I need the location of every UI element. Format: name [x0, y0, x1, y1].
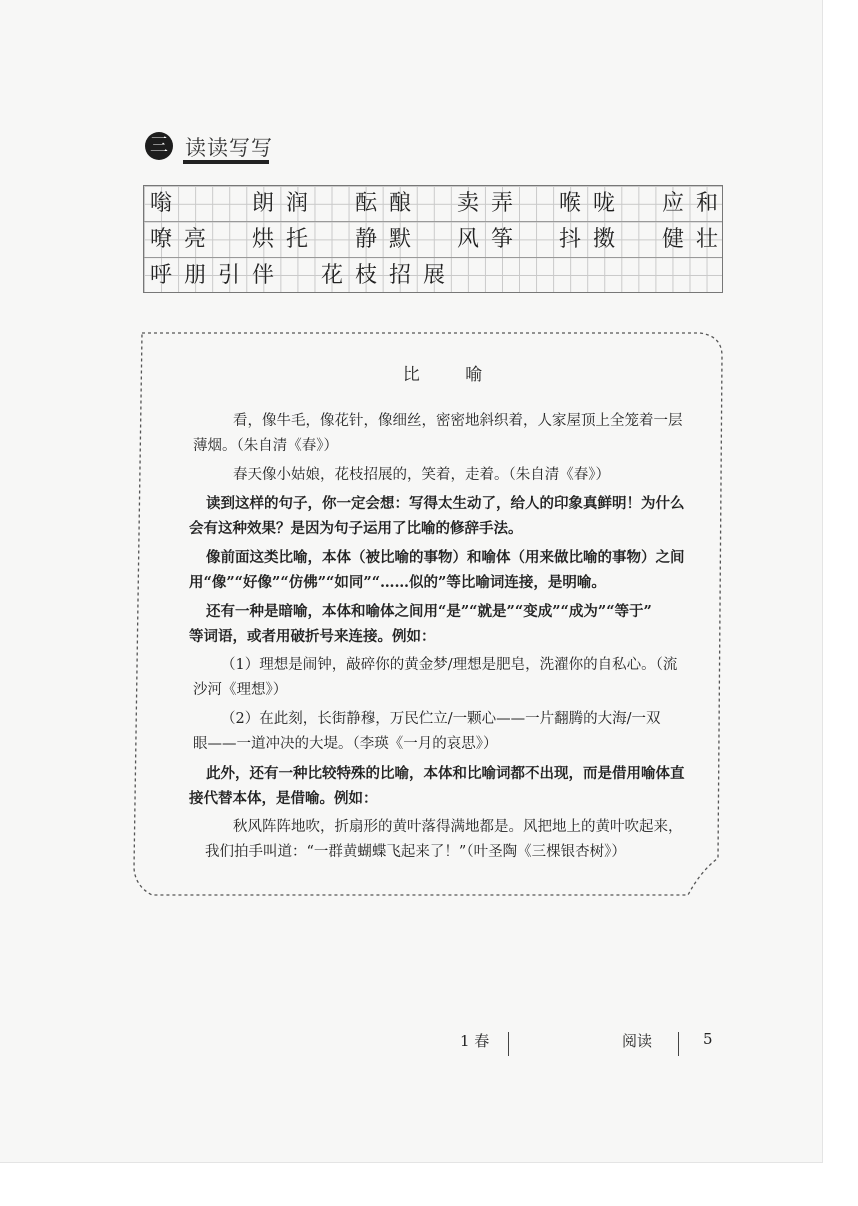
grid-char: 烘 [251, 227, 274, 252]
grid-char: 托 [285, 227, 308, 252]
reading-line: 像前面这类比喻，本体（被比喻的事物）和喻体（用来做比喻的事物）之间 [206, 549, 685, 566]
grid-char: 风 [456, 227, 479, 252]
grid-char: 嗡 [149, 191, 172, 216]
section-title: 读读写写 [185, 136, 273, 160]
reading-line: 秋风阵阵地吹，折扇形的黄叶落得满地都是。风把地上的黄叶吹起来， [233, 819, 683, 835]
reading-line: 等词语，或者用破折号来连接。例如： [189, 628, 436, 645]
grid-char: 引 [217, 263, 240, 288]
footer-section: 阅读 [622, 1032, 653, 1050]
grid-char: 朗 [251, 191, 274, 216]
reading-line: 春天像小姑娘，花枝招展的，笑着，走着。（朱自清《春》） [233, 467, 610, 483]
grid-char: 健 [661, 227, 684, 252]
reading-line: 接代替本体，是借喻。例如： [189, 790, 378, 807]
grid-char: 静 [354, 227, 377, 252]
footer-lesson: 1 春 [460, 1032, 490, 1050]
grid-char: 酝 [354, 191, 377, 216]
reading-line: 眼——一道冲决的大堤。（李瑛《一月的哀思》） [193, 736, 498, 752]
grid-char: 壮 [695, 227, 718, 252]
reading-line: （2）在此刻，长街静穆，万民伫立/一颗心——一片翻腾的大海/一双 [221, 711, 661, 727]
reading-line: （1）理想是闹钟，敲碎你的黄金梦/理想是肥皂，洗濯你的自私心。（流 [221, 657, 678, 673]
grid-char: 亮 [183, 227, 206, 252]
grid-char: 默 [388, 227, 411, 252]
page-number: 5 [703, 1030, 713, 1048]
grid-char: 酿 [388, 191, 411, 216]
reading-line: 会有这种效果？是因为句子运用了比喻的修辞手法。 [189, 520, 523, 537]
grid-char: 展 [422, 263, 445, 288]
grid-char: 筝 [490, 227, 513, 252]
grid-char: 擞 [592, 227, 615, 252]
reading-title: 比 喻 [402, 365, 503, 385]
reading-line: 薄烟。（朱自清《春》） [193, 438, 338, 454]
grid-char: 伴 [251, 263, 274, 288]
footer-divider [508, 1032, 509, 1056]
grid-char: 弄 [490, 191, 513, 216]
grid-char: 朋 [183, 263, 206, 288]
footer-divider [678, 1032, 679, 1056]
grid-char: 应 [661, 191, 684, 216]
reading-line: 读到这样的句子，你一定会想：写得太生动了，给人的印象真鲜明！为什么 [206, 495, 685, 512]
reading-line: 沙河《理想》） [193, 682, 288, 698]
grid-char: 花 [320, 263, 343, 288]
grid-char: 枝 [354, 263, 377, 288]
grid-char: 抖 [558, 227, 581, 252]
reading-line: 我们拍手叫道：“一群黄蝴蝶飞起来了！”（叶圣陶《三棵银杏树》） [205, 844, 626, 860]
reading-line: 用“像”“好像”“仿佛”“如同”“……似的”等比喻词连接，是明喻。 [189, 574, 606, 591]
reading-line: 看，像牛毛，像花针，像细丝，密密地斜织着，人家屋顶上全笼着一层 [233, 413, 683, 429]
reading-line: 还有一种是暗喻，本体和喻体之间用“是”“就是”“变成”“成为”“等于” [206, 603, 652, 620]
grid-char: 招 [388, 263, 411, 288]
reading-line: 此外，还有一种比较特殊的比喻，本体和比喻词都不出现，而是借用喻体直 [206, 765, 685, 782]
grid-char: 嘹 [149, 227, 172, 252]
section-number-icon: 三 [145, 132, 173, 160]
grid-char: 呼 [149, 263, 172, 288]
grid-char: 润 [285, 191, 308, 216]
grid-char: 和 [695, 191, 718, 216]
grid-char: 卖 [456, 191, 479, 216]
grid-char: 喉 [558, 191, 581, 216]
grid-char: 咙 [592, 191, 615, 216]
